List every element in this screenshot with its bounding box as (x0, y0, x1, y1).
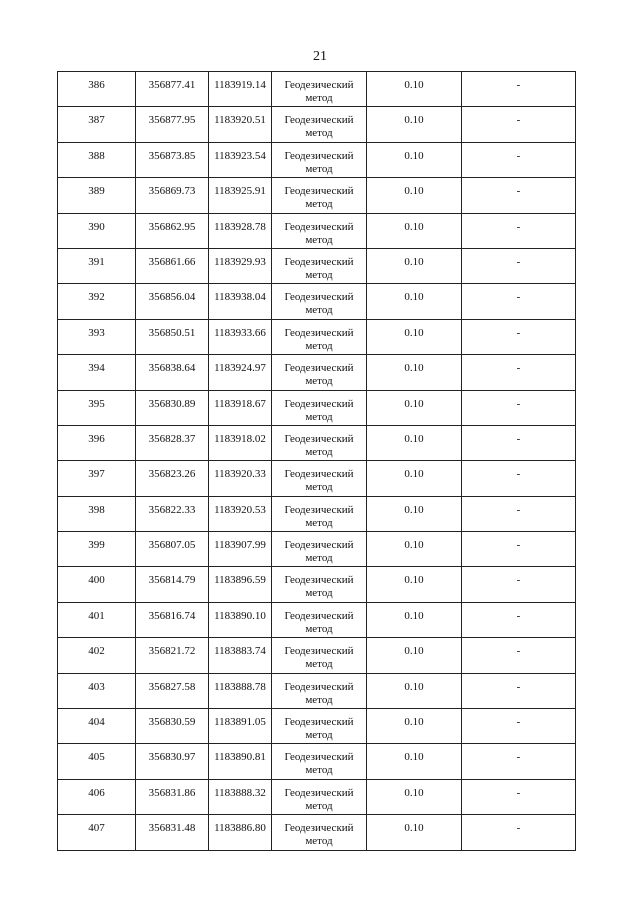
note-cell-text: - (516, 432, 521, 445)
table-row (58, 602, 576, 637)
accuracy-cell (367, 72, 462, 107)
x-coordinate-cell-text: 356830.97 (148, 751, 196, 764)
x-coordinate-cell-text: 356830.89 (148, 397, 196, 410)
x-coordinate-cell (136, 638, 209, 673)
table-row (58, 72, 576, 107)
x-coordinate-cell-text: 356823.26 (148, 468, 196, 481)
y-coordinate-cell (209, 673, 272, 708)
y-coordinate-cell-text: 1183888.78 (214, 680, 266, 693)
table-row (58, 178, 576, 213)
method-cell (272, 107, 367, 142)
method-cell (272, 815, 367, 850)
method-cell (272, 673, 367, 708)
x-coordinate-cell (136, 744, 209, 779)
y-coordinate-cell (209, 744, 272, 779)
method-cell-text: Геодезический метод (284, 432, 354, 458)
method-cell-text: Геодезический метод (284, 539, 354, 565)
note-cell-text: - (516, 680, 521, 693)
y-coordinate-cell-text: 1183883.74 (214, 645, 266, 658)
note-cell (462, 779, 576, 814)
accuracy-cell-text: 0.10 (404, 574, 424, 587)
accuracy-cell-text: 0.10 (404, 539, 424, 552)
note-cell-text: - (516, 185, 521, 198)
note-cell-text: - (516, 255, 521, 268)
x-coordinate-cell (136, 178, 209, 213)
accuracy-cell (367, 355, 462, 390)
method-cell (272, 496, 367, 531)
coordinates-table (57, 71, 576, 851)
point-number-cell-text: 394 (88, 362, 105, 375)
x-coordinate-cell-text: 356877.95 (148, 114, 196, 127)
point-number-cell (58, 496, 136, 531)
table-row (58, 567, 576, 602)
method-cell (272, 319, 367, 354)
x-coordinate-cell (136, 213, 209, 248)
note-cell-text: - (516, 397, 521, 410)
y-coordinate-cell-text: 1183929.93 (214, 255, 266, 268)
point-number-cell (58, 673, 136, 708)
point-number-cell-text: 387 (88, 114, 105, 127)
method-cell-text: Геодезический метод (284, 645, 354, 671)
method-cell (272, 425, 367, 460)
note-cell (462, 355, 576, 390)
y-coordinate-cell (209, 425, 272, 460)
x-coordinate-cell-text: 356827.58 (148, 680, 196, 693)
y-coordinate-cell-text: 1183933.66 (214, 326, 266, 339)
method-cell (272, 72, 367, 107)
method-cell (272, 709, 367, 744)
point-number-cell (58, 638, 136, 673)
note-cell-text: - (516, 291, 521, 304)
note-cell (462, 248, 576, 283)
point-number-cell-text: 403 (88, 680, 105, 693)
y-coordinate-cell (209, 72, 272, 107)
point-number-cell-text: 407 (88, 822, 105, 835)
method-cell-text: Геодезический метод (284, 114, 354, 140)
x-coordinate-cell-text: 356856.04 (148, 291, 196, 304)
x-coordinate-cell (136, 248, 209, 283)
point-number-cell (58, 709, 136, 744)
table-row (58, 355, 576, 390)
y-coordinate-cell-text: 1183920.33 (214, 468, 266, 481)
point-number-cell-text: 397 (88, 468, 105, 481)
y-coordinate-cell (209, 779, 272, 814)
method-cell-text: Геодезический метод (284, 822, 354, 848)
table-row (58, 496, 576, 531)
point-number-cell-text: 400 (88, 574, 105, 587)
x-coordinate-cell-text: 356838.64 (148, 362, 196, 375)
method-cell (272, 248, 367, 283)
accuracy-cell-text: 0.10 (404, 326, 424, 339)
accuracy-cell-text: 0.10 (404, 751, 424, 764)
x-coordinate-cell-text: 356814.79 (148, 574, 196, 587)
y-coordinate-cell (209, 355, 272, 390)
y-coordinate-cell (209, 602, 272, 637)
point-number-cell-text: 396 (88, 432, 105, 445)
note-cell-text: - (516, 822, 521, 835)
method-cell-text: Геодезический метод (284, 503, 354, 529)
accuracy-cell-text: 0.10 (404, 432, 424, 445)
note-cell (462, 532, 576, 567)
x-coordinate-cell-text: 356861.66 (148, 255, 196, 268)
point-number-cell (58, 390, 136, 425)
note-cell-text: - (516, 79, 521, 91)
x-coordinate-cell-text: 356831.48 (148, 822, 196, 835)
method-cell (272, 213, 367, 248)
accuracy-cell (367, 673, 462, 708)
y-coordinate-cell-text: 1183886.80 (214, 822, 266, 835)
accuracy-cell-text: 0.10 (404, 220, 424, 233)
note-cell (462, 709, 576, 744)
y-coordinate-cell-text: 1183920.51 (214, 114, 266, 127)
point-number-cell (58, 602, 136, 637)
x-coordinate-cell (136, 602, 209, 637)
method-cell-text: Геодезический метод (284, 149, 354, 175)
method-cell (272, 567, 367, 602)
method-cell (272, 390, 367, 425)
y-coordinate-cell (209, 638, 272, 673)
x-coordinate-cell-text: 356807.05 (148, 539, 196, 552)
method-cell (272, 142, 367, 177)
y-coordinate-cell-text: 1183928.78 (214, 220, 266, 233)
x-coordinate-cell (136, 390, 209, 425)
x-coordinate-cell-text: 356869.73 (148, 185, 196, 198)
accuracy-cell (367, 709, 462, 744)
point-number-cell (58, 284, 136, 319)
accuracy-cell-text: 0.10 (404, 503, 424, 516)
x-coordinate-cell-text: 356822.33 (148, 503, 196, 516)
point-number-cell (58, 567, 136, 602)
accuracy-cell-text: 0.10 (404, 185, 424, 198)
method-cell-text: Геодезический метод (284, 786, 354, 812)
x-coordinate-cell-text: 356862.95 (148, 220, 196, 233)
note-cell-text: - (516, 716, 521, 729)
point-number-cell (58, 355, 136, 390)
y-coordinate-cell (209, 532, 272, 567)
y-coordinate-cell-text: 1183938.04 (214, 291, 266, 304)
accuracy-cell (367, 567, 462, 602)
table-row (58, 213, 576, 248)
y-coordinate-cell (209, 567, 272, 602)
accuracy-cell-text: 0.10 (404, 255, 424, 268)
method-cell (272, 602, 367, 637)
table-row (58, 532, 576, 567)
table-row (58, 142, 576, 177)
note-cell-text: - (516, 645, 521, 658)
note-cell-text: - (516, 751, 521, 764)
note-cell-text: - (516, 539, 521, 552)
accuracy-cell-text: 0.10 (404, 680, 424, 693)
x-coordinate-cell (136, 496, 209, 531)
accuracy-cell-text: 0.10 (404, 291, 424, 304)
method-cell (272, 744, 367, 779)
x-coordinate-cell (136, 532, 209, 567)
x-coordinate-cell (136, 355, 209, 390)
note-cell-text: - (516, 220, 521, 233)
note-cell (462, 72, 576, 107)
method-cell (272, 284, 367, 319)
note-cell-text: - (516, 362, 521, 375)
point-number-cell (58, 815, 136, 850)
y-coordinate-cell-text: 1183918.67 (214, 397, 266, 410)
y-coordinate-cell-text: 1183920.53 (214, 503, 266, 516)
method-cell (272, 779, 367, 814)
table-row (58, 744, 576, 779)
accuracy-cell-text: 0.10 (404, 79, 424, 91)
note-cell (462, 567, 576, 602)
note-cell (462, 107, 576, 142)
note-cell (462, 425, 576, 460)
y-coordinate-cell (209, 709, 272, 744)
accuracy-cell (367, 284, 462, 319)
point-number-cell-text: 386 (88, 79, 105, 91)
accuracy-cell (367, 532, 462, 567)
y-coordinate-cell (209, 319, 272, 354)
y-coordinate-cell-text: 1183923.54 (214, 149, 266, 162)
note-cell (462, 284, 576, 319)
method-cell-text: Геодезический метод (284, 326, 354, 352)
table-row (58, 709, 576, 744)
note-cell (462, 390, 576, 425)
note-cell (462, 602, 576, 637)
point-number-cell-text: 406 (88, 786, 105, 799)
point-number-cell (58, 72, 136, 107)
accuracy-cell (367, 779, 462, 814)
point-number-cell-text: 405 (88, 751, 105, 764)
note-cell (462, 815, 576, 850)
note-cell-text: - (516, 468, 521, 481)
point-number-cell-text: 390 (88, 220, 105, 233)
accuracy-cell (367, 213, 462, 248)
accuracy-cell (367, 390, 462, 425)
table-row (58, 248, 576, 283)
accuracy-cell-text: 0.10 (404, 468, 424, 481)
y-coordinate-cell (209, 461, 272, 496)
table-row (58, 284, 576, 319)
accuracy-cell (367, 107, 462, 142)
point-number-cell-text: 404 (88, 716, 105, 729)
x-coordinate-cell (136, 319, 209, 354)
method-cell-text: Геодезический метод (284, 468, 354, 494)
point-number-cell (58, 213, 136, 248)
method-cell-text: Геодезический метод (284, 751, 354, 777)
y-coordinate-cell (209, 142, 272, 177)
x-coordinate-cell (136, 142, 209, 177)
y-coordinate-cell (209, 815, 272, 850)
point-number-cell-text: 392 (88, 291, 105, 304)
point-number-cell (58, 107, 136, 142)
y-coordinate-cell-text: 1183907.99 (214, 539, 266, 552)
note-cell-text: - (516, 503, 521, 516)
note-cell (462, 638, 576, 673)
x-coordinate-cell (136, 461, 209, 496)
y-coordinate-cell-text: 1183924.97 (214, 362, 266, 375)
point-number-cell-text: 391 (88, 255, 105, 268)
point-number-cell (58, 319, 136, 354)
note-cell (462, 496, 576, 531)
point-number-cell (58, 248, 136, 283)
accuracy-cell-text: 0.10 (404, 822, 424, 835)
accuracy-cell (367, 496, 462, 531)
method-cell (272, 532, 367, 567)
method-cell-text: Геодезический метод (284, 609, 354, 635)
accuracy-cell (367, 178, 462, 213)
accuracy-cell-text: 0.10 (404, 609, 424, 622)
y-coordinate-cell-text: 1183925.91 (214, 185, 266, 198)
page-number: 21 (313, 49, 327, 64)
accuracy-cell (367, 425, 462, 460)
method-cell-text: Геодезический метод (284, 220, 354, 246)
x-coordinate-cell (136, 425, 209, 460)
x-coordinate-cell (136, 567, 209, 602)
x-coordinate-cell (136, 284, 209, 319)
table-row (58, 425, 576, 460)
x-coordinate-cell (136, 709, 209, 744)
point-number-cell-text: 401 (88, 609, 105, 622)
coordinates-table-body (58, 72, 576, 851)
y-coordinate-cell-text: 1183896.59 (214, 574, 266, 587)
note-cell-text: - (516, 574, 521, 587)
method-cell-text: Геодезический метод (284, 680, 354, 706)
note-cell-text: - (516, 114, 521, 127)
y-coordinate-cell-text: 1183891.05 (214, 716, 266, 729)
method-cell-text: Геодезический метод (284, 185, 354, 211)
point-number-cell-text: 393 (88, 326, 105, 339)
point-number-cell (58, 461, 136, 496)
method-cell-text: Геодезический метод (284, 362, 354, 388)
note-cell-text: - (516, 326, 521, 339)
point-number-cell-text: 388 (88, 149, 105, 162)
accuracy-cell (367, 815, 462, 850)
x-coordinate-cell-text: 356830.59 (148, 716, 196, 729)
y-coordinate-cell-text: 1183890.81 (214, 751, 266, 764)
y-coordinate-cell (209, 284, 272, 319)
method-cell (272, 355, 367, 390)
note-cell (462, 744, 576, 779)
table-row (58, 779, 576, 814)
accuracy-cell-text: 0.10 (404, 786, 424, 799)
note-cell-text: - (516, 609, 521, 622)
point-number-cell (58, 744, 136, 779)
accuracy-cell-text: 0.10 (404, 645, 424, 658)
method-cell-text: Геодезический метод (284, 291, 354, 317)
accuracy-cell (367, 319, 462, 354)
note-cell (462, 673, 576, 708)
point-number-cell-text: 395 (88, 397, 105, 410)
point-number-cell (58, 779, 136, 814)
note-cell (462, 461, 576, 496)
note-cell (462, 178, 576, 213)
y-coordinate-cell-text: 1183918.02 (214, 432, 266, 445)
x-coordinate-cell (136, 107, 209, 142)
y-coordinate-cell (209, 248, 272, 283)
x-coordinate-cell-text: 356877.41 (148, 79, 196, 91)
x-coordinate-cell (136, 815, 209, 850)
table-row (58, 461, 576, 496)
accuracy-cell (367, 142, 462, 177)
method-cell-text: Геодезический метод (284, 716, 354, 742)
accuracy-cell (367, 248, 462, 283)
x-coordinate-cell-text: 356850.51 (148, 326, 196, 339)
y-coordinate-cell-text: 1183890.10 (214, 609, 266, 622)
y-coordinate-cell (209, 107, 272, 142)
y-coordinate-cell (209, 496, 272, 531)
method-cell (272, 638, 367, 673)
table-row (58, 673, 576, 708)
y-coordinate-cell (209, 213, 272, 248)
y-coordinate-cell-text: 1183888.32 (214, 786, 266, 799)
note-cell (462, 213, 576, 248)
accuracy-cell (367, 461, 462, 496)
y-coordinate-cell (209, 178, 272, 213)
point-number-cell (58, 532, 136, 567)
x-coordinate-cell (136, 673, 209, 708)
table-row (58, 319, 576, 354)
x-coordinate-cell (136, 779, 209, 814)
method-cell-text: Геодезический метод (284, 397, 354, 423)
point-number-cell-text: 389 (88, 185, 105, 198)
x-coordinate-cell-text: 356828.37 (148, 432, 196, 445)
method-cell-text: Геодезический метод (284, 574, 354, 600)
method-cell (272, 178, 367, 213)
accuracy-cell (367, 638, 462, 673)
method-cell (272, 461, 367, 496)
method-cell-text: Геодезический метод (284, 255, 354, 281)
accuracy-cell-text: 0.10 (404, 149, 424, 162)
table-row (58, 815, 576, 850)
accuracy-cell-text: 0.10 (404, 362, 424, 375)
accuracy-cell-text: 0.10 (404, 397, 424, 410)
x-coordinate-cell-text: 356816.74 (148, 609, 196, 622)
x-coordinate-cell (136, 72, 209, 107)
accuracy-cell-text: 0.10 (404, 114, 424, 127)
point-number-cell (58, 178, 136, 213)
point-number-cell (58, 142, 136, 177)
y-coordinate-cell-text: 1183919.14 (214, 79, 266, 91)
table-row (58, 638, 576, 673)
accuracy-cell (367, 602, 462, 637)
x-coordinate-cell-text: 356831.86 (148, 786, 196, 799)
table-row (58, 107, 576, 142)
table-row (58, 390, 576, 425)
point-number-cell-text: 399 (88, 539, 105, 552)
accuracy-cell-text: 0.10 (404, 716, 424, 729)
note-cell (462, 142, 576, 177)
accuracy-cell (367, 744, 462, 779)
note-cell-text: - (516, 149, 521, 162)
note-cell-text: - (516, 786, 521, 799)
x-coordinate-cell-text: 356873.85 (148, 149, 196, 162)
method-cell-text: Геодезический метод (284, 79, 354, 104)
x-coordinate-cell-text: 356821.72 (148, 645, 196, 658)
point-number-cell-text: 398 (88, 503, 105, 516)
point-number-cell-text: 402 (88, 645, 105, 658)
point-number-cell (58, 425, 136, 460)
note-cell (462, 319, 576, 354)
y-coordinate-cell (209, 390, 272, 425)
